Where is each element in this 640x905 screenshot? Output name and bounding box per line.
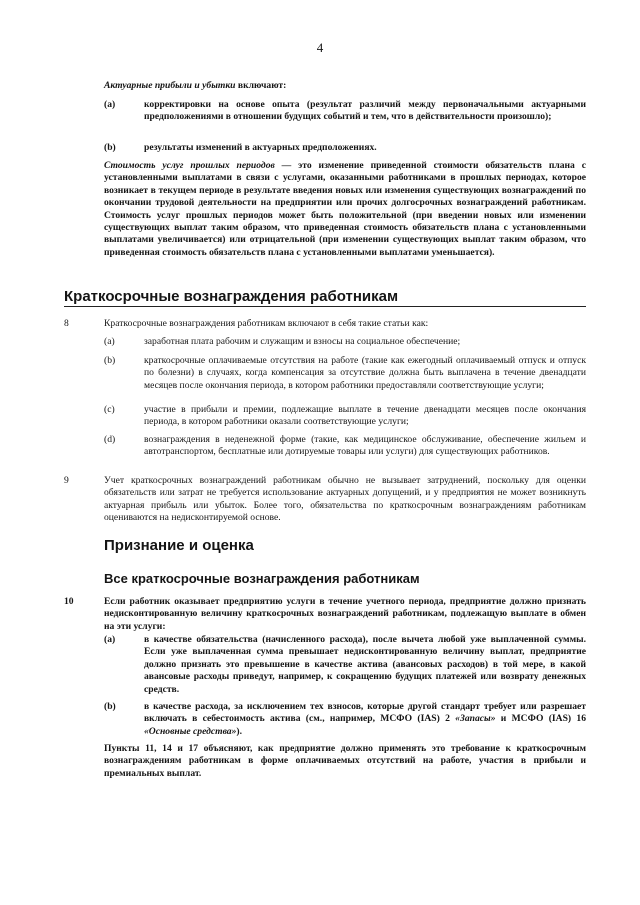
section-heading: Краткосрочные вознаграждения работникам bbox=[64, 288, 399, 305]
ias2-title: «Запасы» bbox=[455, 713, 496, 725]
paragraph-number: 10 bbox=[64, 596, 74, 607]
actuarial-term: Актуарные прибыли и убытки bbox=[104, 80, 236, 91]
ias16-title: «Основные средства» bbox=[144, 725, 237, 737]
actuarial-item-b: результаты изменений в актуарных предположениях. bbox=[144, 142, 377, 153]
item-marker: (a) bbox=[104, 634, 116, 645]
item-marker: (b) bbox=[104, 355, 116, 366]
item-marker: (b) bbox=[104, 142, 116, 153]
para8-item-c: участие в прибыли и премии, подлежащие выплате в течение двенадцати месяцев после окончания периода, в котором работники оказали соответствующие услуги; bbox=[144, 404, 586, 428]
para10-closing: Пункты 11, 14 и 17 объясняют, как предприятие должно применять это требование к краткосрочным вознаграждениям работникам в форме оплачиваемых отсутствий на работе, участия в прибыли и премиальных выплат. bbox=[104, 743, 586, 779]
actuarial-title-rest: включают: bbox=[235, 80, 287, 91]
item-b-text: в качестве расхода, за исключением тех взносов, которые другой стандарт требует или разрешает включать в себестоимость актива (см., например, МСФО (IAS) 2 bbox=[144, 701, 586, 725]
item-marker: (d) bbox=[104, 434, 116, 445]
item-marker: (a) bbox=[104, 336, 115, 347]
item-b-text: и МСФО (IAS) 16 bbox=[495, 713, 586, 725]
past-service-term: Стоимость услуг прошлых периодов bbox=[104, 160, 275, 171]
item-marker: (a) bbox=[104, 99, 116, 110]
para10-item-b bbox=[144, 701, 586, 738]
para8-lead: Краткосрочные вознаграждения работникам включают в себя такие статьи как: bbox=[104, 318, 429, 329]
para8-item-d: вознаграждения в неденежной форме (такие, как медицинское обслуживание, обеспечение жильем и автотранспортом, бесплатные или дотируемые товары или услуги) для существующих работников. bbox=[144, 434, 586, 458]
paragraph-number: 9 bbox=[64, 475, 69, 486]
past-service-definition bbox=[104, 160, 586, 259]
item-b-text: ). bbox=[236, 725, 242, 737]
para8-item-b: краткосрочные оплачиваемые отсутствия на работе (такие как ежегодный оплачиваемый отпуск и отпуск по болезни) в случаях, когда компенсация за отсутствие должна быть выплачена в течение двенадцати месяцев после окончания периода, в котором работники предоставляли соответствующие услуги; bbox=[144, 355, 586, 391]
para9-text: Учет краткосрочных вознаграждений работникам обычно не вызывает затруднений, поскольку для оценки обязательств или затрат не требуется использование актуарных допущений, и у предприятия не может возникнуть актуарная прибыль или убыток. Более того, обязательства по краткосрочным вознаграждениям работникам оцениваются на недисконтируемой основе. bbox=[104, 475, 586, 524]
item-marker: (b) bbox=[104, 701, 116, 712]
para10-item-a: в качестве обязательства (начисленного расхода), после вычета любой уже выплаченной суммы. Если уже выплаченная сумма превышает недисконтированную величину выплат, предприятие должно признать это превышение в качестве актива (авансовых расходов) в той мере, в какой авансовые расходы приведут, например, к сокращению будущих платежей или возврату денежных средств. bbox=[144, 634, 586, 695]
item-marker: (c) bbox=[104, 404, 115, 415]
paragraph-number: 8 bbox=[64, 318, 69, 329]
past-service-text: — это изменение приведенной стоимости обязательств плана с установленными выплатами в связи с услугами, оказанными работниками в прошлых периодах, которое возникает в текущем периоде в результате введения новых или изменения существующих вознаграждений по окончании трудовой деятельности на предприятии или прочих долгосрочных вознаграждений работникам. Стоимость услуг прошлых периодов может быть положительной (при введении новых или изменении существующих выплат таким образом, что приведенная стоимость обязательств плана с установленными выплатами увеличивается) или отрицательной (при изменении существующих выплат таким образом, что приведенная стоимость обязательств плана с установленными выплатами уменьшается). bbox=[104, 160, 586, 258]
actuarial-title bbox=[104, 80, 586, 92]
page-number: 4 bbox=[316, 40, 324, 55]
actuarial-item-a: корректировки на основе опыта (результат различий между первоначальными актуарными предположениями в отношении будущих событий и тем, что в действительности произошло); bbox=[144, 99, 586, 123]
recognition-subheading: Все краткосрочные вознаграждения работникам bbox=[104, 571, 420, 586]
recognition-heading: Признание и оценка bbox=[104, 537, 254, 554]
para8-item-a: заработная плата рабочим и служащим и взносы на социальное обеспечение; bbox=[144, 336, 461, 347]
para10-lead: Если работник оказывает предприятию услуги в течение учетного периода, предприятие должно признать недисконтированную величину краткосрочных вознаграждений работникам, подлежащую выплате в обмен на эти услуги: bbox=[104, 596, 586, 632]
heading-rule bbox=[64, 306, 586, 307]
